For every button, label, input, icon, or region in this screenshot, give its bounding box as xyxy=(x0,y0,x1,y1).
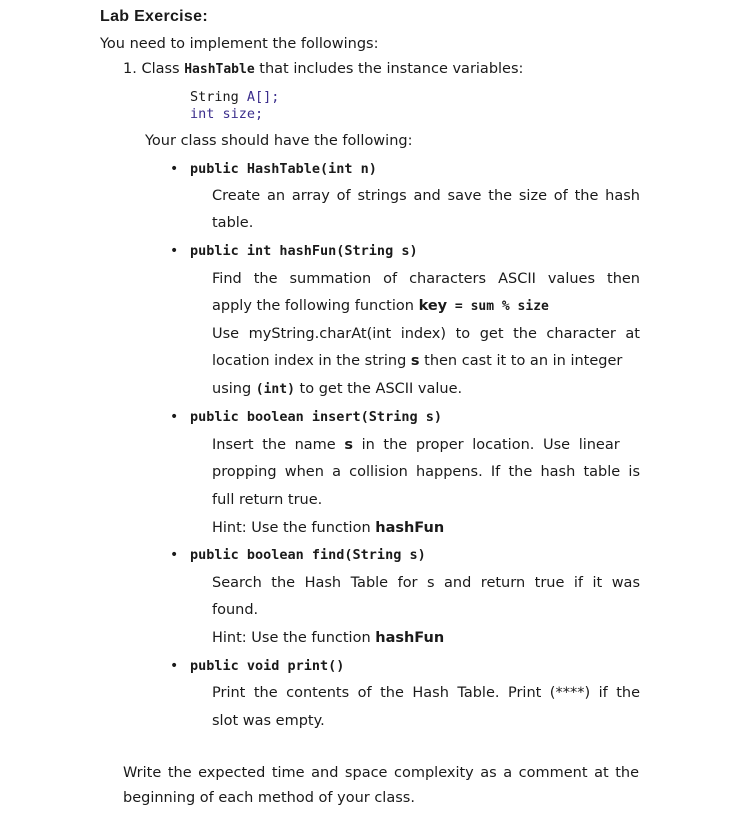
intro-text: You need to implement the followings: xyxy=(100,36,379,52)
item-number: 1. xyxy=(123,61,137,77)
var-decl: size; xyxy=(214,106,264,122)
method-desc-line: full return true. xyxy=(212,492,323,508)
method-desc-line xyxy=(212,437,620,453)
desc-text: to get the ASCII value. xyxy=(294,381,463,397)
method-signature-insert: public boolean insert(String s) xyxy=(190,409,442,425)
method-desc-line: Print the contents of the Hash Table. Print (****) if the xyxy=(212,685,640,701)
item-suffix: that includes the instance variables: xyxy=(254,61,524,77)
desc-text: Insert the name xyxy=(212,437,345,453)
desc-var: s xyxy=(410,353,420,369)
hint-text: Hint: Use the function xyxy=(212,630,376,646)
bullet-icon: • xyxy=(170,161,179,177)
desc-text xyxy=(212,353,622,369)
method-signature-print: public void print() xyxy=(190,658,345,674)
method-desc-line: Find the summation of characters ASCII values then xyxy=(212,271,640,287)
method-desc-line: table. xyxy=(212,215,254,231)
bullet-icon: • xyxy=(170,658,179,674)
bullet-icon: • xyxy=(170,409,179,425)
method-hint xyxy=(212,630,444,646)
var-line-1 xyxy=(190,89,279,105)
var-type: String xyxy=(190,89,239,105)
exercise-title: Lab Exercise: xyxy=(100,8,208,25)
desc-code: (int) xyxy=(255,382,295,397)
desc-text: in the proper location. Use linear xyxy=(352,437,620,453)
closing-line-2: beginning of each method of your class. xyxy=(123,790,415,806)
method-desc-line xyxy=(212,381,462,397)
var-type: int xyxy=(190,106,215,122)
item-prefix: Class xyxy=(141,61,185,77)
bullet-icon: • xyxy=(170,547,179,563)
class-name: HashTable xyxy=(184,62,255,77)
desc-text: apply the following function xyxy=(212,298,419,314)
desc-key: key xyxy=(418,298,448,314)
method-desc-line xyxy=(212,298,549,314)
method-signature-hashfun: public int hashFun(String s) xyxy=(190,243,418,259)
desc-pre: location index in the string xyxy=(212,353,411,369)
method-signature-constructor: public HashTable(int n) xyxy=(190,161,377,177)
desc-var: s xyxy=(344,437,353,453)
hint-function: hashFun xyxy=(375,630,445,646)
method-desc-line: Search the Hash Table for s and return true if it was xyxy=(212,575,640,591)
desc-post: then cast it to an in integer xyxy=(419,353,623,369)
method-desc-line: propping when a collision happens. If the hash table is xyxy=(212,464,640,480)
hint-function: hashFun xyxy=(375,520,445,536)
closing-line-1: Write the expected time and space complexity as a comment at the xyxy=(123,765,639,781)
hint-text: Hint: Use the function xyxy=(212,520,376,536)
desc-code: = sum % size xyxy=(447,299,549,314)
method-desc-line: Use myString.charAt(int index) to get the character at xyxy=(212,326,640,342)
method-desc-line xyxy=(212,353,640,369)
item-1 xyxy=(123,61,523,77)
method-desc-line: found. xyxy=(212,602,259,618)
method-signature-find: public boolean find(String s) xyxy=(190,547,426,563)
var-line-2 xyxy=(190,106,263,122)
bullet-icon: • xyxy=(170,243,179,259)
should-have-text: Your class should have the following: xyxy=(145,133,413,149)
method-hint xyxy=(212,520,444,536)
method-desc-line: Create an array of strings and save the size of the hash xyxy=(212,188,640,204)
method-desc-line: slot was empty. xyxy=(212,713,325,729)
var-decl: A[]; xyxy=(238,89,280,105)
desc-text: using xyxy=(212,381,256,397)
